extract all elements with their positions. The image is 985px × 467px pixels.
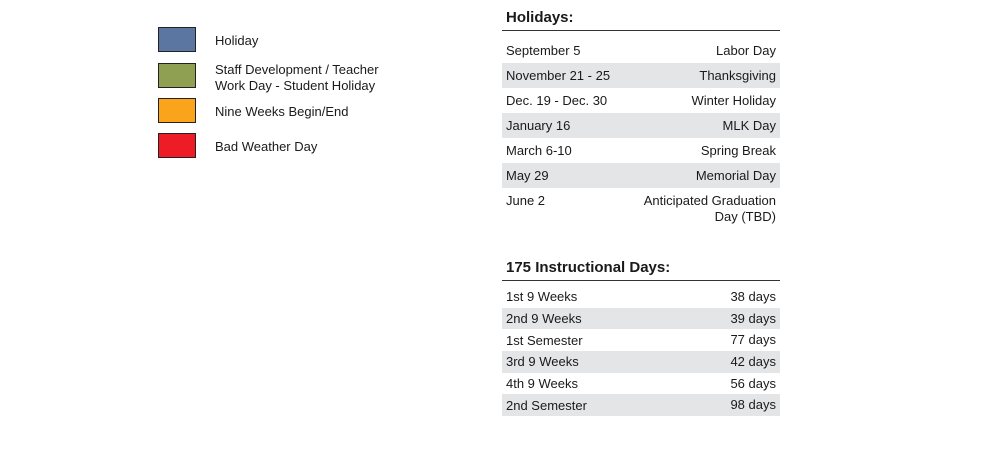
period-name: 3rd 9 Weeks: [506, 354, 579, 370]
period-days: 39 days: [730, 310, 776, 326]
period-name: 2nd 9 Weeks: [506, 311, 582, 327]
table-row: [502, 351, 780, 373]
holiday-name: Spring Break: [700, 142, 776, 158]
bad-weather-swatch: [158, 133, 196, 158]
table-row: [502, 88, 780, 113]
holiday-name-line: Anticipated Graduation: [643, 193, 776, 208]
legend-label-line: Nine Weeks Begin/End: [215, 104, 349, 119]
holiday-date: January 16: [506, 118, 571, 133]
holidays-title: Holidays:: [502, 8, 780, 31]
period-name: 4th 9 Weeks: [506, 376, 579, 392]
holiday-date: September 5: [506, 43, 581, 58]
holiday-name-line: Day (TBD): [714, 209, 776, 224]
table-row: [502, 113, 780, 138]
period-name: 1st Semester: [506, 332, 583, 348]
period-days: 56 days: [730, 375, 776, 391]
legend-label: [215, 33, 258, 49]
table-row: [502, 63, 780, 88]
holiday-name: Labor Day: [716, 42, 776, 58]
legend-label: [215, 62, 379, 94]
nine-weeks-swatch: [158, 98, 196, 123]
holiday-name: Memorial Day: [695, 167, 776, 183]
legend-label-line: Holiday: [215, 33, 259, 48]
holiday-name: Winter Holiday: [691, 92, 776, 108]
holiday-date: June 2: [506, 193, 546, 208]
table-row: [502, 163, 780, 188]
period-days: 77 days: [730, 332, 776, 348]
period-days: 42 days: [730, 353, 776, 369]
table-row: [502, 188, 780, 228]
table-row: [502, 38, 780, 63]
holiday-date: Dec. 19 - Dec. 30: [506, 93, 608, 108]
period-name: 2nd Semester: [506, 397, 587, 413]
holiday-name: Thanksgiving: [699, 67, 776, 83]
table-row: [502, 308, 780, 330]
holiday-name: MLK Day: [722, 117, 776, 133]
table-row: [502, 138, 780, 163]
holiday-date: November 21 - 25: [506, 68, 611, 83]
period-days: 38 days: [730, 288, 776, 304]
table-row: [502, 373, 780, 395]
legend-label: [215, 104, 348, 120]
table-row: [502, 286, 780, 308]
legend-label-line: Bad Weather Day: [215, 139, 318, 154]
holiday-date: March 6-10: [506, 143, 572, 158]
instructional-days-title: 175 Instructional Days:: [502, 258, 780, 281]
holiday-swatch: [158, 27, 196, 52]
period-days: 98 days: [730, 397, 776, 413]
legend-label-line: Work Day - Student Holiday: [215, 78, 376, 93]
table-row: [502, 329, 780, 351]
legend-label: [215, 139, 317, 155]
legend-label-line: Staff Development / Teacher: [215, 62, 379, 77]
instructional-days-table: [502, 258, 780, 416]
holidays-table: [502, 8, 780, 228]
table-row: [502, 394, 780, 416]
holiday-name: [644, 193, 776, 225]
holiday-date: May 29: [506, 168, 549, 183]
staff-development-swatch: [158, 63, 196, 88]
period-name: 1st 9 Weeks: [506, 289, 578, 305]
